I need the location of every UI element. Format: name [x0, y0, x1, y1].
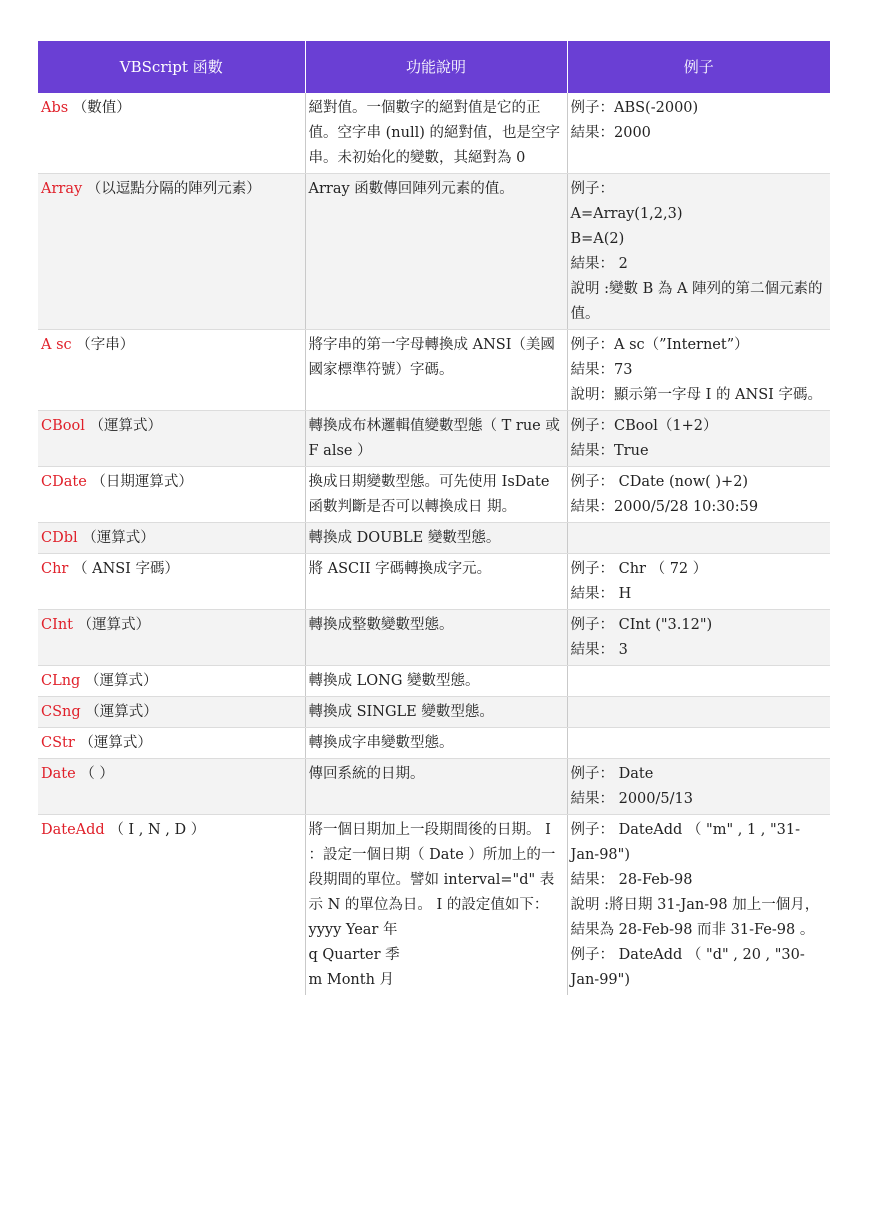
- function-cell: [38, 815, 305, 996]
- table-row: [38, 610, 830, 666]
- function-name: CDbl: [41, 530, 78, 546]
- example-text: 例子： DateAdd （ "m" , 1 , "31-Jan-98"): [570, 822, 801, 863]
- function-cell: [38, 554, 305, 610]
- example-cell: [567, 174, 830, 330]
- description-text: yyyy Year 年: [308, 922, 398, 938]
- example-text: 結果： 28-Feb-98: [570, 872, 693, 888]
- example-cell: [567, 697, 830, 728]
- example-text: 例子： CDate (now( )+2): [570, 474, 749, 490]
- example-cell: [567, 93, 830, 174]
- description-text: 轉換成 LONG 變數型態。: [308, 673, 480, 689]
- example-text: 例子： DateAdd （ "d" , 20 , "30-Jan-99"): [570, 947, 805, 988]
- description-cell: [305, 330, 567, 411]
- function-args: （運算式）: [80, 704, 158, 720]
- description-cell: [305, 523, 567, 554]
- example-text: 例子： Date: [570, 766, 654, 782]
- description-cell: [305, 93, 567, 174]
- function-args: （運算式）: [84, 418, 162, 434]
- function-args: （以逗點分隔的陣列元素）: [82, 181, 261, 197]
- description-text: 將字串的第一字母轉換成 ANSI（美國國家標準符號）字碼。: [308, 337, 555, 378]
- example-cell: [567, 610, 830, 666]
- example-text: 結果： 2000/5/13: [570, 791, 693, 807]
- example-cell: [567, 728, 830, 759]
- table-row: [38, 759, 830, 815]
- example-text: 例子： Chr （ 72 ）: [570, 561, 708, 577]
- function-args: （日期運算式）: [86, 474, 193, 490]
- table-row: [38, 697, 830, 728]
- example-cell: [567, 330, 830, 411]
- table-row: [38, 330, 830, 411]
- function-args: （運算式）: [73, 617, 151, 633]
- description-cell: [305, 467, 567, 523]
- description-text: 轉換成整數變數型態。: [308, 617, 454, 633]
- description-text: 轉換成 DOUBLE 變數型態。: [308, 530, 501, 546]
- description-text: 將 ASCII 字碼轉換成字元。: [308, 561, 492, 577]
- function-name: CBool: [41, 418, 85, 434]
- function-name: Date: [41, 766, 76, 782]
- description-cell: [305, 666, 567, 697]
- function-cell: [38, 666, 305, 697]
- table-row: [38, 467, 830, 523]
- table-row: [38, 728, 830, 759]
- table-row: [38, 93, 830, 174]
- example-text: 說明 :將日期 31-Jan-98 加上一個月，結果為 28-Feb-98 而非 31-Fe-98 。: [570, 897, 820, 938]
- example-text: 例子：CBool（1+2）: [570, 418, 718, 434]
- function-cell: [38, 93, 305, 174]
- function-cell: [38, 523, 305, 554]
- example-text: 例子：: [570, 181, 614, 197]
- example-text: 說明：顯示第一字母 I 的 ANSI 字碼。: [570, 387, 822, 403]
- function-cell: [38, 174, 305, 330]
- example-text: 例子：ABS(-2000): [570, 100, 699, 116]
- description-cell: [305, 815, 567, 996]
- function-args: （數值）: [68, 100, 131, 116]
- example-cell: [567, 467, 830, 523]
- function-name: CStr: [41, 735, 75, 751]
- function-args: （運算式）: [80, 673, 158, 689]
- function-name: Abs: [41, 100, 69, 116]
- table-row: [38, 174, 830, 330]
- description-text: 將一個日期加上一段期間後的日期。 I ：設定一個日期（ Date ）所加上的一段期間的單位。譬如 interval="d" 表示 N 的單位為日。 I 的設定值如下：: [308, 822, 556, 913]
- example-cell: [567, 411, 830, 467]
- example-cell: [567, 523, 830, 554]
- example-text: A=Array(1,2,3): [570, 206, 683, 222]
- vbscript-functions-table: [38, 41, 830, 995]
- table-row: [38, 554, 830, 610]
- function-args: （ ）: [75, 766, 114, 782]
- description-cell: [305, 610, 567, 666]
- function-args: （運算式）: [74, 735, 152, 751]
- table-row: [38, 666, 830, 697]
- function-cell: [38, 759, 305, 815]
- description-cell: [305, 174, 567, 330]
- function-args: （ ANSI 字碼）: [68, 561, 180, 577]
- example-cell: [567, 759, 830, 815]
- function-name: DateAdd: [41, 822, 105, 838]
- example-text: 結果： 3: [570, 642, 628, 658]
- description-text: m Month 月: [308, 972, 395, 988]
- table-row: [38, 523, 830, 554]
- description-text: 轉換成 SINGLE 變數型態。: [308, 704, 494, 720]
- function-cell: [38, 697, 305, 728]
- example-cell: [567, 815, 830, 996]
- description-text: Array 函數傳回陣列元素的值。: [308, 181, 514, 197]
- example-text: 結果：True: [570, 443, 649, 459]
- function-name: CLng: [41, 673, 81, 689]
- example-text: 說明 :變數 B 為 A 陣列的第二個元素的值。: [570, 281, 823, 322]
- function-cell: [38, 467, 305, 523]
- function-cell: [38, 330, 305, 411]
- description-cell: [305, 728, 567, 759]
- header-example: 例子: [567, 41, 830, 93]
- function-cell: [38, 728, 305, 759]
- function-name: Array: [41, 181, 83, 197]
- example-text: 結果：2000: [570, 125, 651, 141]
- example-text: 結果： 2: [570, 256, 628, 272]
- function-args: （ I , N , D ）: [104, 822, 206, 838]
- function-args: （字串）: [71, 337, 135, 353]
- description-text: 傳回系統的日期。: [308, 766, 425, 782]
- description-text: 轉換成布林邏輯值變數型態（ T rue 或 F alse ）: [308, 418, 560, 459]
- header-description: 功能說明: [305, 41, 567, 93]
- example-cell: [567, 554, 830, 610]
- example-text: B=A(2): [570, 231, 625, 247]
- description-cell: [305, 554, 567, 610]
- function-cell: [38, 411, 305, 467]
- table-row: [38, 815, 830, 996]
- description-cell: [305, 411, 567, 467]
- function-args: （運算式）: [77, 530, 155, 546]
- example-cell: [567, 666, 830, 697]
- function-name: CSng: [41, 704, 81, 720]
- function-name: CInt: [41, 617, 73, 633]
- example-text: 結果：2000/5/28 10:30:59: [570, 499, 759, 515]
- description-cell: [305, 697, 567, 728]
- header-function: VBScript 函數: [38, 41, 305, 93]
- description-text: 轉換成字串變數型態。: [308, 735, 454, 751]
- header-row: [38, 41, 830, 93]
- description-cell: [305, 759, 567, 815]
- example-text: 例子： CInt ("3.12"): [570, 617, 713, 633]
- example-text: 結果： H: [570, 586, 632, 602]
- table-row: [38, 411, 830, 467]
- description-text: 換成日期變數型態。可先使用 IsDate 函數判斷是否可以轉換成日 期。: [308, 474, 550, 515]
- function-name: CDate: [41, 474, 87, 490]
- description-text: q Quarter 季: [308, 947, 400, 963]
- example-text: 例子：A sc（”Internet”）: [570, 337, 749, 353]
- function-name: A sc: [41, 337, 72, 353]
- function-name: Chr: [41, 561, 69, 577]
- function-cell: [38, 610, 305, 666]
- description-text: 絕對值。一個數字的絕對值是它的正值。空字串 (null) 的絕對值，也是空字串。未初始化的變數，其絕對為 0: [308, 100, 560, 166]
- example-text: 結果：73: [570, 362, 633, 378]
